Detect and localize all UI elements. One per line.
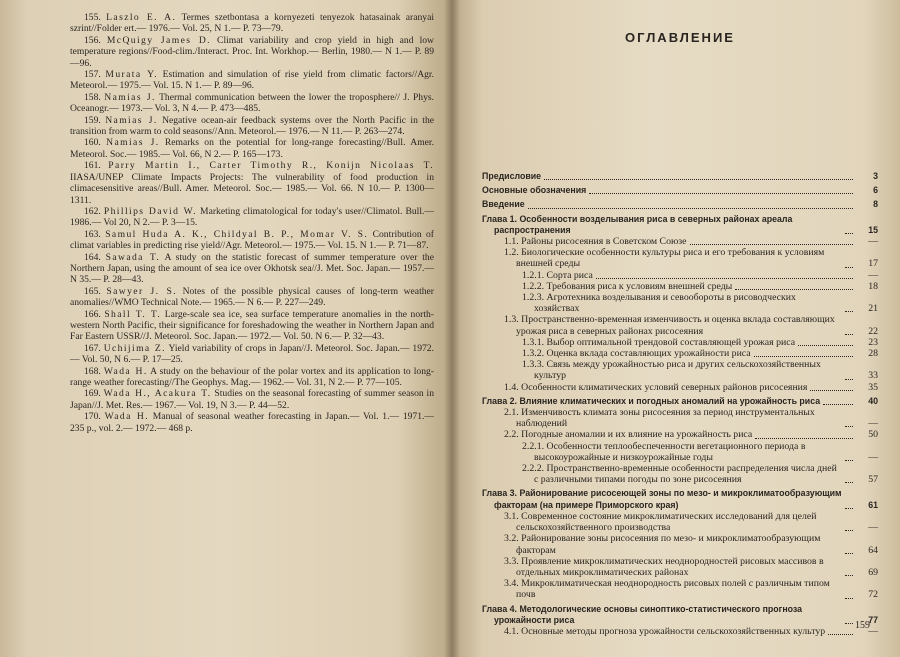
toc-entry-title: 1.3.2. Оценка вклада составляющих урожайности риса bbox=[522, 348, 751, 360]
reference-number: 155. bbox=[84, 12, 101, 23]
toc-leader-dots bbox=[845, 311, 853, 312]
reference-number: 168. bbox=[84, 365, 101, 377]
toc-leader-dots bbox=[845, 267, 853, 268]
toc-entry-page: 35 bbox=[868, 381, 878, 393]
reference-entry bbox=[70, 160, 434, 206]
toc-entry-title: 3.4. Микроклиматическая неоднородность рисовых полей с различным типом почв bbox=[504, 578, 830, 601]
reference-number: 165. bbox=[84, 285, 101, 297]
toc-entry-page: 77 bbox=[868, 614, 878, 625]
toc-entry-page: 28 bbox=[868, 348, 878, 360]
toc-entry[interactable] bbox=[482, 247, 878, 269]
page-number: 159 bbox=[855, 620, 870, 631]
toc-leader-dots bbox=[690, 244, 853, 245]
toc-entry-page: 61 bbox=[868, 499, 878, 510]
reference-text: Climat variability and crop yield in high and low temperature regions//Food-clim./Interact. Proc. Int. Workhop.— Berlin, 1980.— N 1.— P. 89—96. bbox=[70, 34, 434, 69]
reference-entry bbox=[70, 137, 434, 160]
table-of-contents bbox=[482, 171, 878, 637]
reference-text: Studies on the seasonal forecasting of summer season in Japan//J. Met. Res.— 1967.— Vol. 19, N 3.— P. 44—52. bbox=[70, 388, 434, 411]
toc-entry-page: — bbox=[868, 522, 878, 534]
reference-text: A study on the behaviour of the polar vortex and its application to long-range weather forecasting//The Geophys. Mag.— 1962.— Vol. 31, N 2.— P. 77—105. bbox=[70, 365, 434, 388]
toc-entry-title: 1.3. Пространственно-временная изменчивость и оценка вклада составляющих урожая риса в северных районах рисосеяния bbox=[504, 314, 835, 337]
reference-number: 159. bbox=[84, 114, 101, 126]
reference-number: 163. bbox=[84, 228, 101, 240]
toc-entry-title: Глава 3. Районирование рисосеющей зоны по мезо- и микроклиматообразующим факторам (на примере Приморского края) bbox=[482, 488, 842, 510]
toc-entry-page: 17 bbox=[868, 258, 878, 270]
toc-entry[interactable] bbox=[482, 281, 878, 292]
toc-leader-dots bbox=[823, 404, 853, 405]
toc-entry-title: 2.2.1. Особенности теплообеспеченности вегетационного периода в высокоурожайные и низкоурожайные годы bbox=[522, 440, 806, 463]
reference-author: McQuigy James D. bbox=[106, 34, 211, 46]
reference-author: Sawada T. bbox=[105, 251, 161, 263]
reference-author: Parry Martin I., Carter Timothy R., Konijn Nicolaas T. bbox=[108, 160, 434, 172]
reference-entry bbox=[70, 388, 434, 411]
toc-leader-dots bbox=[845, 334, 853, 335]
toc-entry-page: 69 bbox=[868, 566, 878, 578]
reference-entry bbox=[70, 252, 434, 286]
toc-entry-title: 1.3.3. Связь между урожайностью риса и других сельскохозяйственных культур bbox=[522, 359, 821, 382]
toc-leader-dots bbox=[755, 438, 853, 439]
toc-entry[interactable] bbox=[482, 292, 878, 314]
toc-entry[interactable] bbox=[482, 337, 878, 348]
toc-leader-dots bbox=[528, 208, 853, 209]
toc-leader-dots bbox=[845, 553, 853, 554]
toc-entry-title: 4.1. Основные методы прогноза урожайности сельскохозяйственных культур bbox=[504, 625, 826, 637]
reference-text: IIASA/UNEP Climate Impacts Projects: The vulnerability of food production in climacesensitive areas//Bull. Amer. Meteorol. Soc.— 1985.— Vol. 66. N 10.— P. 1300—1311. bbox=[70, 171, 434, 206]
toc-entry[interactable] bbox=[482, 314, 878, 336]
toc-entry-title: Введение bbox=[482, 199, 525, 210]
toc-entry-title: 1.2.1. Сорта риса bbox=[522, 269, 593, 281]
toc-entry[interactable] bbox=[482, 626, 878, 637]
toc-entry[interactable] bbox=[482, 556, 878, 578]
toc-entry[interactable] bbox=[482, 604, 878, 626]
reference-entry bbox=[70, 411, 434, 434]
toc-entry-page: 57 bbox=[868, 474, 878, 486]
toc-entry[interactable] bbox=[482, 171, 878, 182]
reference-author: Wada H. bbox=[104, 411, 150, 423]
toc-entry-page: 23 bbox=[868, 336, 878, 348]
toc-leader-dots bbox=[845, 598, 853, 599]
toc-entry[interactable] bbox=[482, 348, 878, 359]
right-page bbox=[452, 0, 900, 657]
toc-entry-title: Глава 1. Особенности возделывания риса в северных районах ареала распространения bbox=[482, 213, 793, 235]
reference-number: 170. bbox=[84, 411, 101, 423]
toc-entry[interactable] bbox=[482, 407, 878, 429]
toc-entry-page: — bbox=[868, 236, 878, 248]
toc-entry-page: 8 bbox=[873, 199, 878, 210]
toc-entry-page: 3 bbox=[873, 171, 878, 181]
reference-text: Marketing climatological for today's user//Climatol. Bull.— 1986.— Vol 20, N 2.— P. 3—15. bbox=[70, 205, 434, 229]
reference-text: Negative ocean-air feedback systems over the North Pacific in the transition from warm to cold seasons//Ann. Meteorol.— 1976.— N 11.— P. 263—274. bbox=[70, 114, 434, 138]
toc-entry[interactable] bbox=[482, 441, 878, 463]
toc-entry-title: 3.1. Современное состояние микроклиматических исследований для целей сельскохозяйственного производства bbox=[504, 510, 817, 534]
toc-entry-title: 2.1. Изменчивость климата зоны рисосеяния за период инструментальных наблюдений bbox=[504, 407, 815, 430]
toc-entry-title: Глава 2. Влияние климатических и погодных аномалий на урожайность риса bbox=[482, 395, 821, 406]
reference-text: A study on the statistic forecast of summer temperature over the Northern Japan, using the amount of sea ice over Okhotsk sea//J. Met. Soc. Japan.— 1957.— N 35.— P. 28—43. bbox=[70, 251, 434, 286]
toc-leader-dots bbox=[589, 193, 853, 194]
toc-entry[interactable] bbox=[482, 270, 878, 281]
toc-leader-dots bbox=[845, 575, 853, 576]
toc-entry-page: — bbox=[868, 269, 878, 281]
toc-leader-dots bbox=[845, 460, 853, 461]
toc-leader-dots bbox=[828, 634, 853, 635]
book-gutter bbox=[444, 0, 460, 657]
toc-entry-page: 18 bbox=[868, 280, 878, 292]
reference-text: Manual of seasonal weather forecasting in Japan.— Vol. 1.— 1971.— 235 p., vol. 2.— 1972.— 468 p. bbox=[70, 411, 434, 434]
toc-entry[interactable] bbox=[482, 199, 878, 210]
reference-entry bbox=[70, 343, 434, 366]
toc-entry[interactable] bbox=[482, 396, 878, 407]
reference-author: Namias J. bbox=[105, 114, 158, 126]
reference-entry bbox=[70, 206, 434, 229]
toc-entry-page: 64 bbox=[868, 544, 878, 556]
toc-leader-dots bbox=[596, 278, 853, 279]
reference-number: 162. bbox=[84, 205, 101, 217]
reference-number: 160. bbox=[84, 137, 101, 149]
reference-number: 161. bbox=[84, 160, 101, 172]
toc-entry[interactable] bbox=[482, 533, 878, 555]
toc-leader-dots bbox=[798, 345, 853, 346]
toc-entry-title: 1.4. Особенности климатических условий северных районов рисосеяния bbox=[504, 381, 808, 393]
toc-entry-title: Глава 4. Методологические основы синоптико-статистического прогноза урожайности риса bbox=[482, 603, 803, 625]
reference-text: Remarks on the potential for long-range forecasting//Bull. Amer. Meteorol. Soc.— 1985.— Vol. 66, N 2.— P. 165—173. bbox=[70, 137, 434, 160]
toc-entry-page: 72 bbox=[868, 589, 878, 601]
reference-author: Wada H. bbox=[103, 365, 148, 377]
toc-leader-dots bbox=[845, 379, 853, 380]
reference-entry bbox=[70, 229, 434, 252]
toc-entry-title: Предисловие bbox=[482, 171, 542, 181]
toc-leader-dots bbox=[845, 623, 853, 624]
reference-number: 167. bbox=[84, 342, 101, 354]
reference-text: Contribution of climat variables in predicting rise yield//Agr. Meteorol.— 1975.— Vol. 15. N 1.— P. 71—87. bbox=[70, 228, 435, 252]
toc-entry-title: 1.2.3. Агротехника возделывания и севообороты в рисоводческих хозяйствах bbox=[522, 292, 796, 315]
toc-entry[interactable] bbox=[482, 488, 878, 510]
reference-author: Wada H., Acakura T. bbox=[103, 388, 212, 400]
reference-number: 169. bbox=[84, 388, 101, 400]
reference-author: Namias J. bbox=[104, 91, 156, 103]
toc-entry-title: 1.3.1. Выбор оптимальной трендовой составляющей урожая риса bbox=[522, 336, 796, 348]
toc-entry-page: 6 bbox=[873, 185, 878, 196]
toc-leader-dots bbox=[845, 426, 853, 427]
toc-entry-page: 50 bbox=[868, 429, 878, 441]
toc-entry[interactable] bbox=[482, 236, 878, 247]
toc-entry[interactable] bbox=[482, 214, 878, 236]
toc-entry[interactable] bbox=[482, 185, 878, 196]
toc-entry[interactable] bbox=[482, 578, 878, 600]
toc-leader-dots bbox=[754, 356, 853, 357]
reference-entry bbox=[70, 12, 434, 35]
toc-entry-page: 22 bbox=[868, 325, 878, 337]
reference-text: Yield variability of crops in Japan//J. Meteorol. Soc. Japan.— 1972.— Vol. 50, N 6.— P. 17—25. bbox=[70, 342, 434, 366]
toc-entry-title: 1.2.2. Требования риса к условиям внешней среды bbox=[522, 280, 733, 292]
toc-leader-dots bbox=[845, 530, 853, 531]
reference-text: Thermal communication between the lower the troposphere// J. Phys. Oceanogr.— 1973.— Vol. 3, N 4.— P. 473—485. bbox=[70, 91, 435, 115]
toc-leader-dots bbox=[735, 289, 853, 290]
reference-author: Phillips David W. bbox=[103, 205, 197, 217]
toc-entry-title: 1.1. Районы рисосеяния в Советском Союзе bbox=[504, 236, 687, 248]
toc-entry[interactable] bbox=[482, 463, 878, 485]
toc-entry-page: 33 bbox=[868, 370, 878, 382]
reference-entry bbox=[70, 309, 434, 343]
toc-entry-title: Основные обозначения bbox=[482, 185, 587, 196]
reference-entry bbox=[70, 35, 434, 69]
reference-author: Murata Y. bbox=[105, 69, 159, 81]
toc-leader-dots bbox=[845, 508, 853, 509]
toc-entry-page: 21 bbox=[868, 303, 878, 315]
reference-list bbox=[70, 12, 434, 434]
toc-entry-title: 3.2. Районирование зоны рисосеяния по мезо- и микроклиматообразующим факторам bbox=[504, 533, 821, 556]
reference-author: Sawyer J. S. bbox=[106, 285, 177, 297]
reference-text: Termes szetbontasa a kornyezeti tenyezok hatasainak aranyai szrint//Folder ert.— 1976.— Vol. 25, N 1.— P. 73—79. bbox=[70, 12, 434, 35]
toc-entry[interactable] bbox=[482, 511, 878, 533]
toc-leader-dots bbox=[845, 482, 853, 483]
reference-text: Notes of the possible physical causes of long-term weather anomalies//WMO Technical Note.— 1965.— N 6.— P. 227—249. bbox=[70, 285, 434, 309]
reference-author: Laszlo E. A. bbox=[106, 12, 177, 23]
reference-author: Samul Huda A. K., Childyal B. P., Momar V. S. bbox=[105, 228, 369, 240]
reference-author: Shall T. T. bbox=[104, 308, 162, 320]
reference-author: Uchijima Z. bbox=[103, 342, 166, 354]
reference-entry bbox=[70, 366, 434, 389]
reference-number: 158. bbox=[84, 91, 101, 103]
toc-entry[interactable] bbox=[482, 382, 878, 393]
toc-entry-title: 2.2. Погодные аномалии и их влияние на урожайность риса bbox=[504, 429, 753, 441]
toc-leader-dots bbox=[810, 390, 853, 391]
reference-text: Estimation and simulation of rise yield from climatic factors//Agr. Meteorol.— 1975.— Vol. 15. N 1.— P. 89—96. bbox=[70, 69, 434, 92]
toc-entry-page: — bbox=[868, 418, 878, 430]
toc-entry-title: 2.2.2. Пространственно-временные особенности распределения числа дней с различными типами погоды по зоне рисосеяния bbox=[522, 463, 837, 486]
reference-entry bbox=[70, 92, 434, 115]
reference-entry bbox=[70, 286, 434, 309]
toc-entry-title: 1.2. Биологические особенности культуры риса и его требования к условиям внешней среды bbox=[504, 247, 825, 270]
toc-entry-page: — bbox=[868, 625, 878, 637]
reference-number: 166. bbox=[84, 308, 101, 320]
reference-number: 164. bbox=[84, 251, 101, 263]
reference-entry bbox=[70, 69, 434, 92]
toc-leader-dots bbox=[544, 179, 853, 180]
reference-number: 157. bbox=[84, 69, 101, 81]
toc-title: ОГЛАВЛЕНИЕ bbox=[625, 30, 735, 45]
toc-entry-title: 3.3. Проявление микроклиматических неоднородностей рисовых массивов в отдельных микроклиматических районах bbox=[504, 555, 824, 578]
toc-entry[interactable] bbox=[482, 359, 878, 381]
toc-entry-page: — bbox=[868, 451, 878, 463]
toc-entry-page: 15 bbox=[868, 224, 878, 235]
toc-entry-page: 40 bbox=[868, 395, 878, 406]
reference-number: 156. bbox=[84, 34, 101, 46]
reference-text: Large-scale sea ice, sea surface temperature anomalies in the north-western North Pacific, their significance for foreshadowing the weather in Northern Japan and Far Eastern USSR//J. Meteorol. Soc. Japan.— 1972.— Vol. 50. N 6.— P. 32—43. bbox=[70, 308, 434, 343]
reference-entry bbox=[70, 115, 434, 138]
toc-entry[interactable] bbox=[482, 429, 878, 440]
toc-leader-dots bbox=[845, 233, 853, 234]
reference-author: Namias J. bbox=[106, 137, 160, 149]
